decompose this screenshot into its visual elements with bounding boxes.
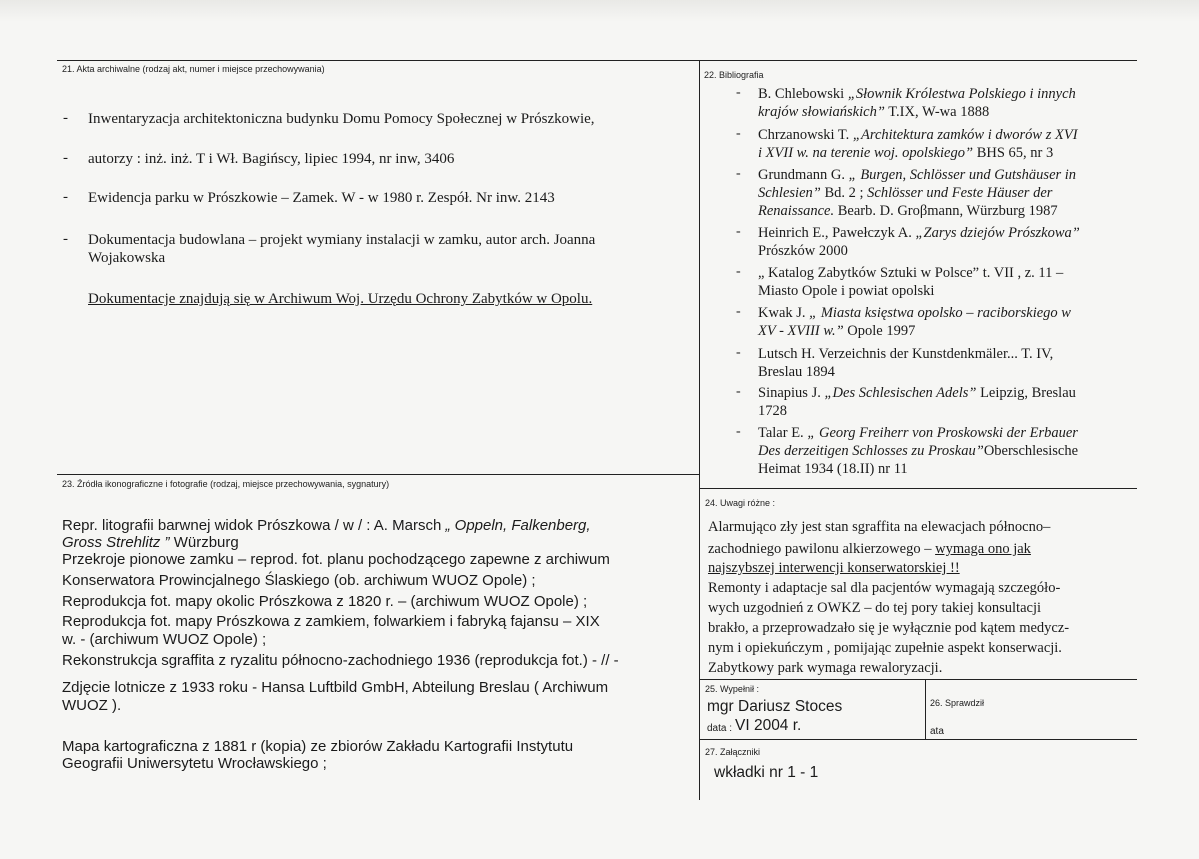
right-divider-25 — [700, 679, 1137, 680]
right-mid-divider — [700, 488, 1137, 489]
checked-date-label: ata — [930, 726, 944, 737]
attachments-value: wkładki nr 1 - 1 — [714, 764, 819, 781]
bullet-dash: - — [736, 424, 741, 439]
remarks-line-7: nym i opiekuńczym , pomijając zupełnie aspekt konserwacji. — [708, 640, 1062, 656]
section-23-header: 23. Źródła ikonograficzne i fotografie (rodzaj, miejsce przechowywania, sygnatury) — [62, 479, 390, 489]
bib-item-5: „ Katalog Zabytków Sztuki w Polsce” t. VII , z. 11 – Miasto Opole i powiat opolski — [758, 265, 1064, 299]
iconography-line-4: Konserwatora Prowincjalnego Ślaskiego (ob. archiwum WUOZ Opole) ; — [62, 572, 536, 589]
bullet-dash: - — [736, 85, 741, 100]
remarks-line-4: Remonty i adaptacje sal dla pacjentów wymagają szczegóło- — [708, 580, 1061, 596]
iconography-line-2: Gross Strehlitz ” Würzburg — [62, 534, 239, 551]
scan-edge — [0, 0, 1199, 22]
archive-item-1: Inwentaryzacja architektoniczna budynku Domu Pomocy Społecznej w Prószkowie, — [88, 111, 595, 127]
bullet-dash: - — [736, 304, 741, 319]
section-21-header: 21. Akta archiwalne (rodzaj akt, numer i miejsce przechowywania) — [62, 64, 325, 74]
divider-25-26 — [925, 679, 926, 739]
section-22-header: 22. Bibliografia — [704, 70, 764, 80]
date-label: data : — [707, 723, 733, 734]
archive-item-4-cont: Wojakowska — [88, 250, 166, 266]
bullet-dash: - — [736, 345, 741, 360]
iconography-line-10: WUOZ ). — [62, 697, 122, 714]
filled-date: VI 2004 r. — [735, 717, 802, 734]
bib-item-7: Lutsch H. Verzeichnis der Kunstdenkmäler... T. IV, Breslau 1894 — [758, 346, 1054, 380]
bullet-dash: - — [63, 231, 68, 247]
iconography-line-1: Repr. litografii barwnej widok Prószkowa / w / : A. Marsch „ Oppeln, Falkenberg, — [62, 517, 591, 534]
archive-location-note: Dokumentacje znajdują się w Archiwum Woj. Urzędu Ochrony Zabytków w Opolu. — [88, 291, 593, 307]
remarks-line-6: brakło, a przeprowadzało się je wyłącznie pod kątem medycz- — [708, 620, 1070, 636]
bib-item-6: Kwak J. „ Miasta księstwa opolsko – raciborskiego w XV - XVIII w.” Opole 1997 — [758, 305, 1071, 339]
section-27-header: 27. Załączniki — [705, 747, 761, 757]
bullet-dash: - — [63, 189, 68, 205]
bib-item-9: Talar E. „ Georg Freiherr von Proskowski der Erbauer Des derzeitigen Schlosses zu Proskau”Oberschlesische Heimat 1934 (18.II) nr 11 — [758, 425, 1079, 477]
bullet-dash: - — [736, 166, 741, 181]
remarks-line-3: najszybszej interwencji konserwatorskiej !! — [708, 560, 960, 576]
section-26-header: 26. Sprawdził — [930, 698, 985, 708]
center-divider — [699, 60, 700, 800]
iconography-line-12: Geografii Uniwersytetu Wrocławskiego ; — [62, 755, 327, 772]
bullet-dash: - — [63, 150, 68, 166]
bullet-dash: - — [736, 384, 741, 399]
iconography-line-6: Reprodukcja fot. mapy Prószkowa z zamkiem, folwarkiem i fabryką fajansu – XIX — [62, 613, 600, 630]
bullet-dash: - — [63, 110, 68, 126]
bib-item-3: Grundmann G. „ Burgen, Schlösser und Gutshäuser in Schlesien” Bd. 2 ; Schlösser und Feste Häuser der Renaissance. Bearb. D. Groβmann, Würzburg 1987 — [758, 167, 1077, 219]
iconography-line-8: Rekonstrukcja sgraffita z ryzalitu północno-zachodniego 1936 (reprodukcja fot.) - // - — [62, 652, 619, 669]
bib-item-8: Sinapius J. „Des Schlesischen Adels” Leipzig, Breslau 1728 — [758, 385, 1076, 419]
remarks-line-8: Zabytkowy park wymaga rewaloryzacji. — [708, 660, 943, 676]
iconography-line-11: Mapa kartograficzna z 1881 r (kopia) ze zbiorów Zakładu Kartografii Instytutu — [62, 738, 574, 755]
section-24-header: 24. Uwagi różne : — [705, 498, 776, 508]
left-mid-divider — [57, 474, 699, 475]
bullet-dash: - — [736, 126, 741, 141]
section-25-header: 25. Wypełnił : — [705, 684, 759, 694]
remarks-line-1: Alarmująco zły jest stan sgraffita na elewacjach północno– — [708, 519, 1051, 535]
remarks-line-2: zachodniego pawilonu alkierzowego – wymaga ono jak — [708, 541, 1031, 557]
archive-item-2: autorzy : inż. inż. T i Wł. Bagińscy, lipiec 1994, nr inw, 3406 — [88, 151, 455, 167]
filled-by-name: mgr Dariusz Stoces — [707, 698, 843, 715]
archive-item-4: Dokumentacja budowlana – projekt wymiany instalacji w zamku, autor arch. Joanna — [88, 232, 596, 248]
bullet-dash: - — [736, 224, 741, 239]
iconography-line-3: Przekroje pionowe zamku – reprod. fot. planu pochodzącego zapewne z archiwum — [62, 551, 610, 568]
bib-item-4: Heinrich E., Pawełczyk A. „Zarys dziejów Prószkowa” Prószków 2000 — [758, 225, 1080, 259]
bib-item-2: Chrzanowski T. „Architektura zamków i dworów z XVI i XVII w. na terenie woj. opolskiego” BHS 65, nr 3 — [758, 127, 1078, 161]
right-divider-27 — [700, 739, 1137, 740]
iconography-line-7: w. - (archiwum WUOZ Opole) ; — [62, 631, 267, 648]
iconography-line-9: Zdjęcie lotnicze z 1933 roku - Hansa Luftbild GmbH, Abteilung Breslau ( Archiwum — [62, 679, 609, 696]
top-border — [57, 60, 1137, 61]
bib-item-1: B. Chlebowski „Słownik Królestwa Polskiego i innych krajów słowiańskich” T.IX, W-wa 1888 — [758, 86, 1076, 120]
bullet-dash: - — [736, 264, 741, 279]
iconography-line-5: Reprodukcja fot. mapy okolic Prószkowa z 1820 r. – (archiwum WUOZ Opole) ; — [62, 593, 588, 610]
remarks-line-5: wych uzgodnień z OWKZ – do tej pory takiej konsultacji — [708, 600, 1042, 616]
archive-item-3: Ewidencja parku w Prószkowie – Zamek. W - w 1980 r. Zespół. Nr inw. 2143 — [88, 190, 555, 206]
